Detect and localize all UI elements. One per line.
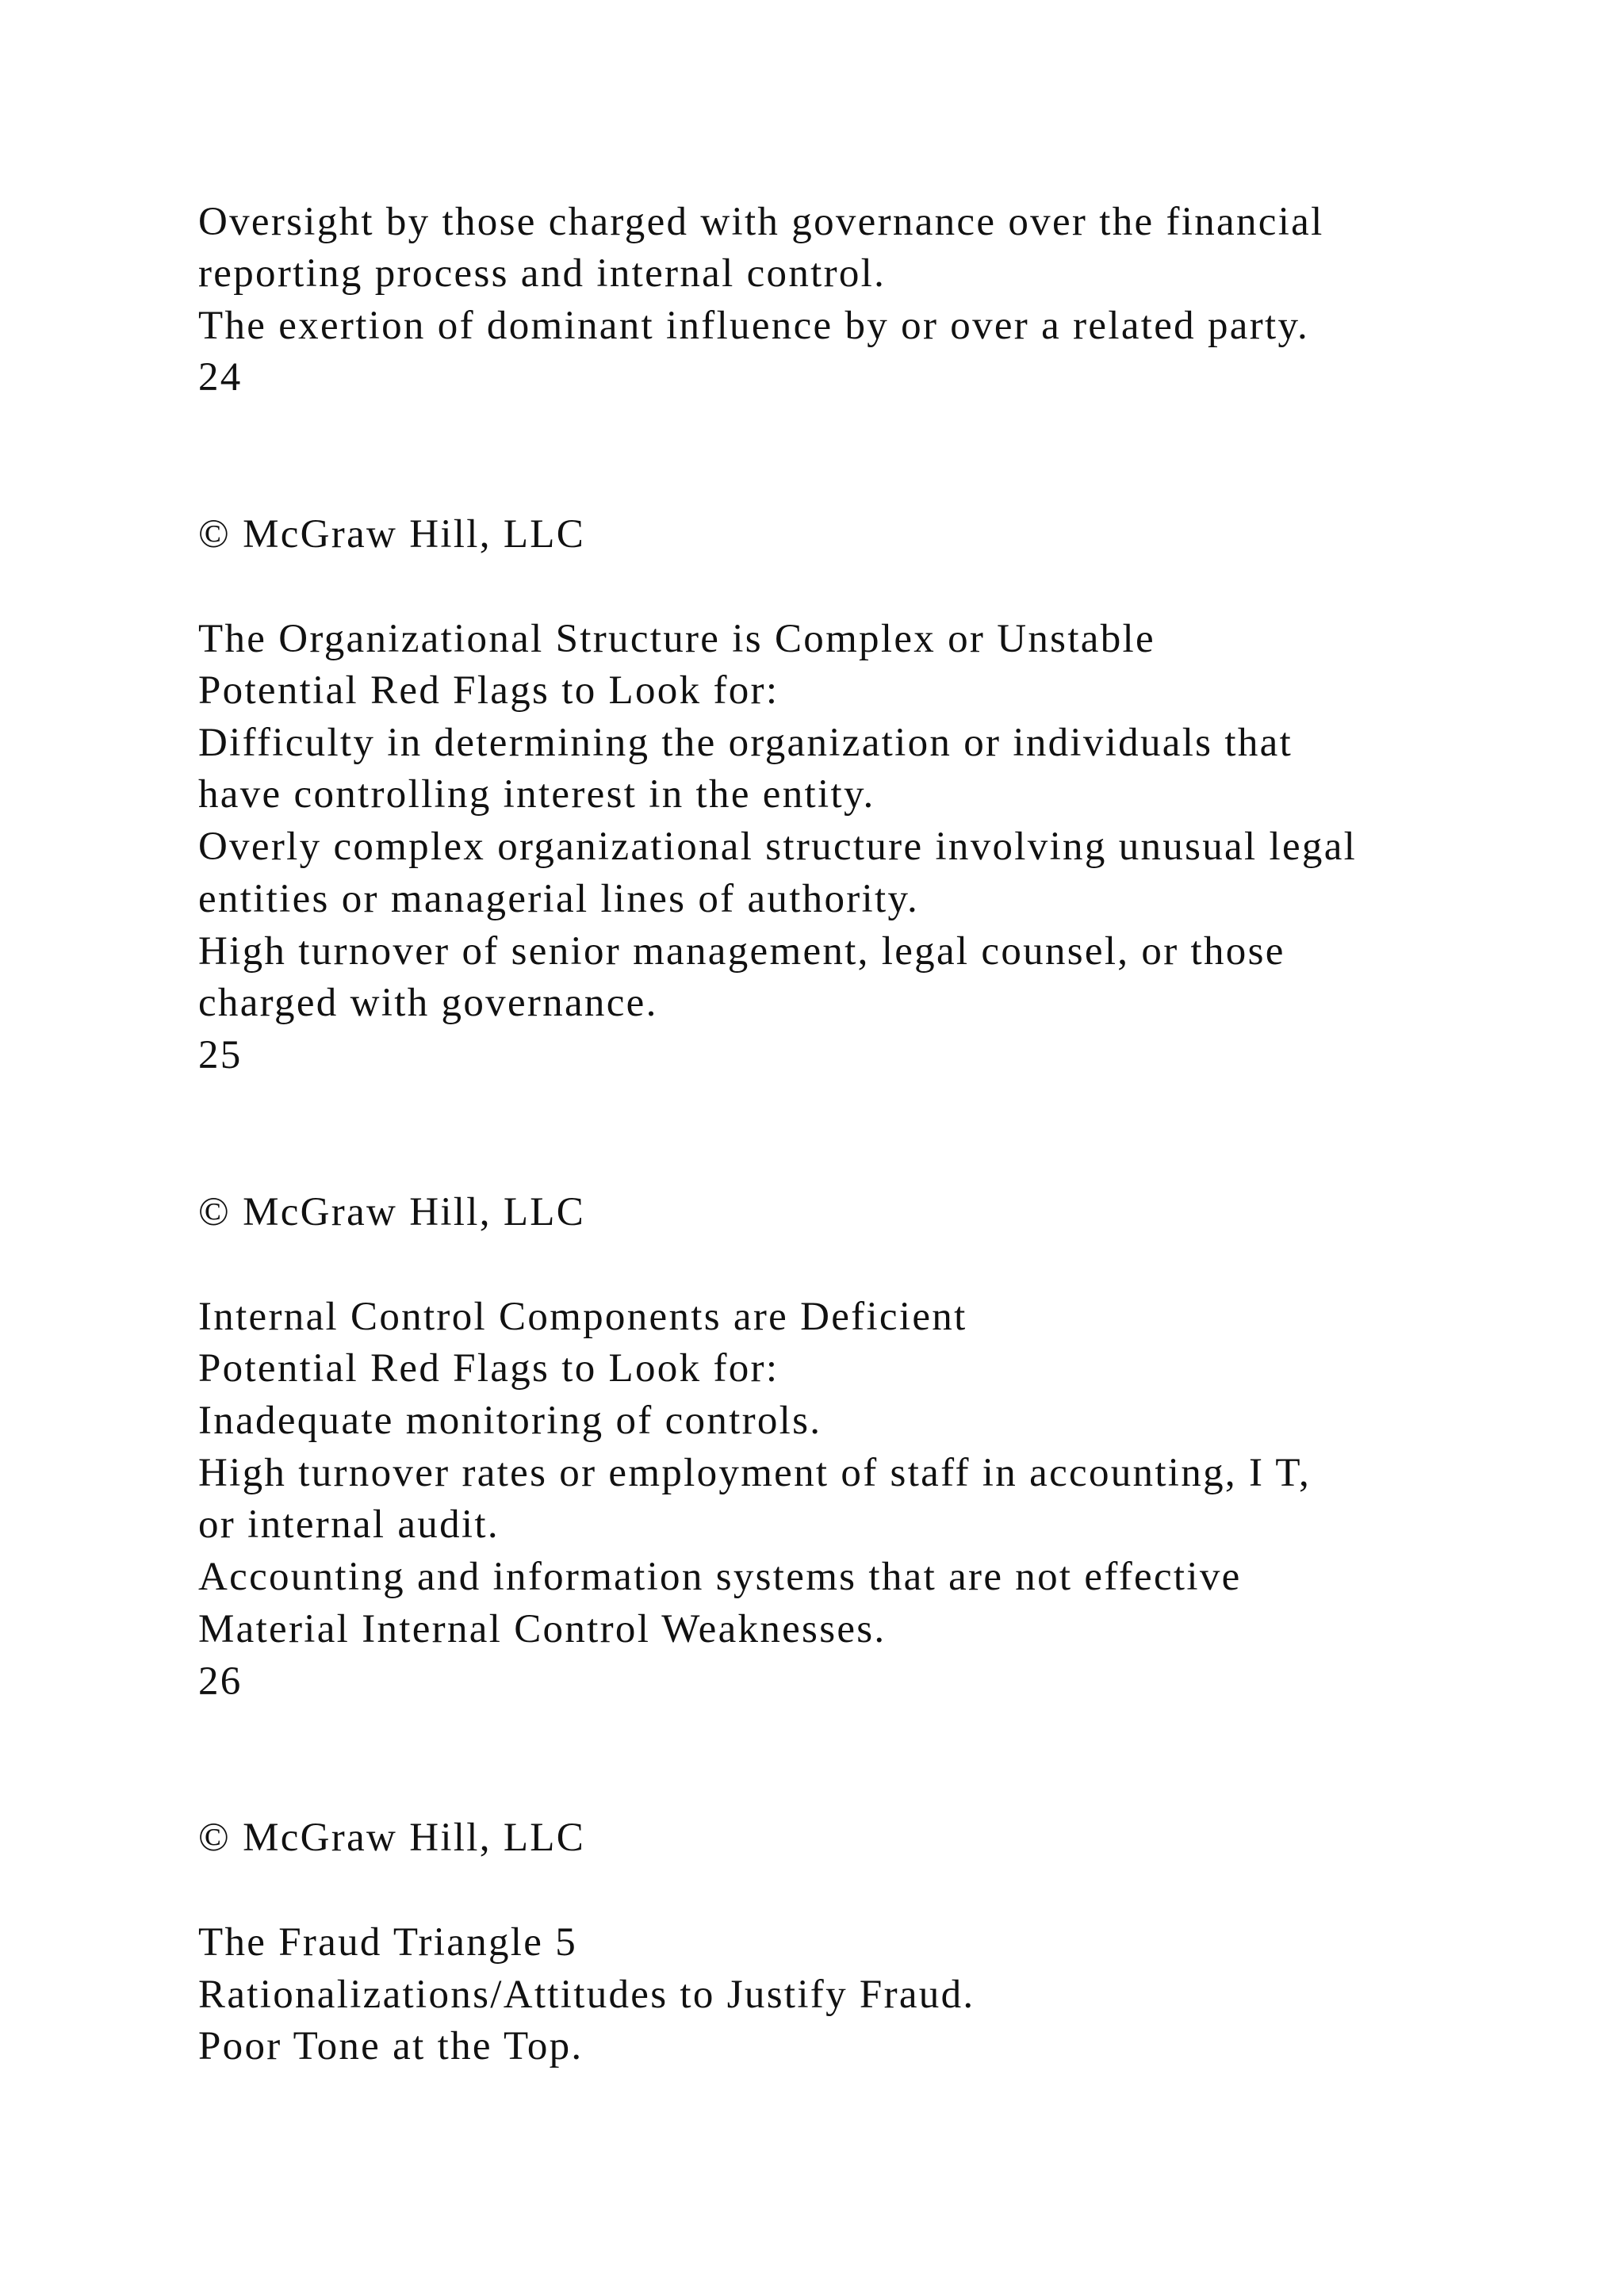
copyright-notice: © McGraw Hill, LLC — [198, 1190, 586, 1234]
body-line: Overly complex organizational structure involving unusual legal — [198, 825, 1358, 869]
body-line: Oversight by those charged with governance over the financial — [198, 200, 1324, 244]
slide-number: 26 — [198, 1659, 243, 1704]
body-line: Potential Red Flags to Look for: — [198, 668, 779, 713]
body-line: or internal audit. — [198, 1502, 500, 1547]
body-line: Material Internal Control Weaknesses. — [198, 1607, 887, 1651]
body-line: have controlling interest in the entity. — [198, 772, 875, 817]
body-line: Potential Red Flags to Look for: — [198, 1346, 779, 1391]
body-line: reporting process and internal control. — [198, 251, 887, 296]
body-line: Accounting and information systems that are not effective — [198, 1555, 1242, 1599]
slide-title: The Fraud Triangle 5 — [198, 1920, 578, 1965]
body-line: Rationalizations/Attitudes to Justify Fraud. — [198, 1973, 975, 2017]
body-line: High turnover of senior management, legal counsel, or those — [198, 929, 1285, 974]
body-line: Poor Tone at the Top. — [198, 2024, 584, 2068]
slide-title: Internal Control Components are Deficient — [198, 1295, 967, 1339]
slide-title: The Organizational Structure is Complex or Unstable — [198, 617, 1155, 661]
body-line: charged with governance. — [198, 981, 658, 1025]
copyright-notice: © McGraw Hill, LLC — [198, 1816, 586, 1860]
body-line: entities or managerial lines of authority. — [198, 877, 920, 921]
copyright-notice: © McGraw Hill, LLC — [198, 512, 586, 557]
body-line: High turnover rates or employment of staff in accounting, I T, — [198, 1451, 1312, 1495]
body-line: Inadequate monitoring of controls. — [198, 1399, 822, 1443]
body-line: The exertion of dominant influence by or over a related party. — [198, 304, 1310, 348]
slide-number: 25 — [198, 1033, 243, 1077]
slide-number: 24 — [198, 355, 243, 400]
body-line: Difficulty in determining the organization or individuals that — [198, 721, 1293, 765]
